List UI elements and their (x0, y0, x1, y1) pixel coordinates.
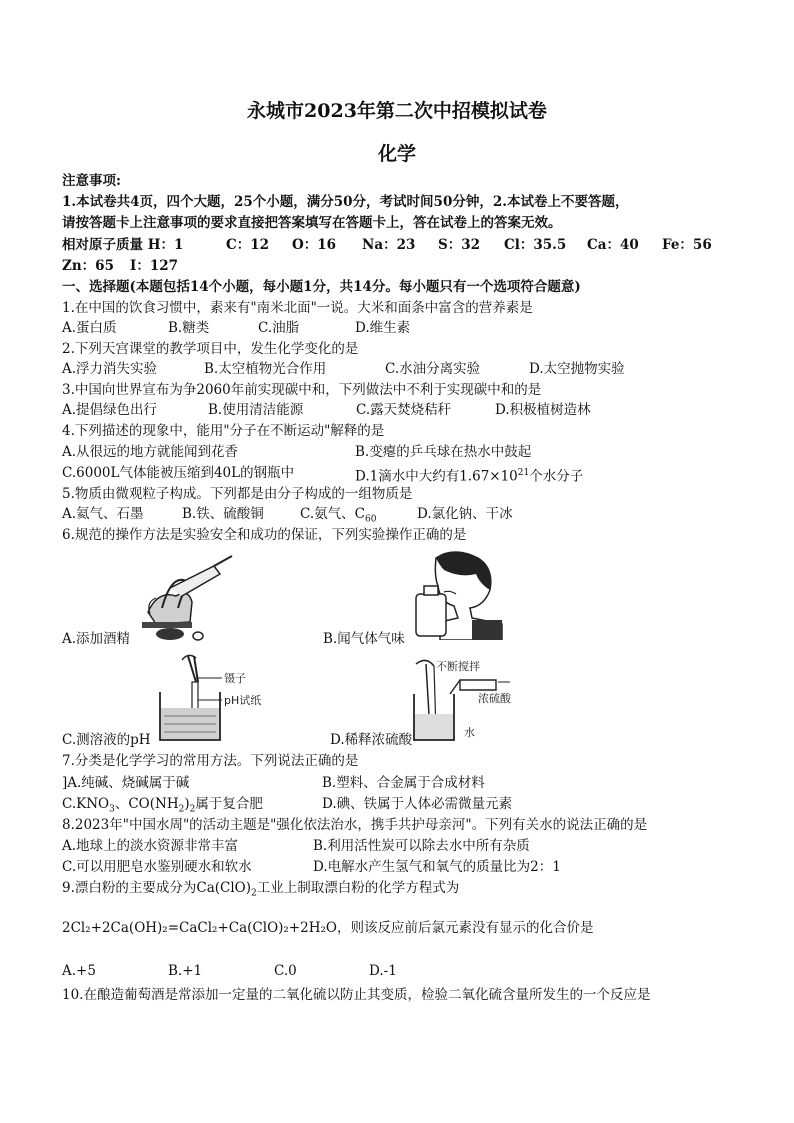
q7-option-c[interactable]: $C.KNO_3$、$CO(NH_2)_2$属于复合肥 (62, 796, 263, 815)
q9-option-a[interactable]: A.+5 (62, 963, 96, 979)
dilute-acid-figure (400, 654, 540, 742)
q4-option-a[interactable]: A.从很远的地方就能闻到花香 (62, 444, 239, 460)
q9-option-d[interactable]: D.-1 (369, 963, 397, 979)
q3-option-c[interactable]: C.露天焚烧秸秆 (356, 402, 452, 418)
water-label: 水 (464, 726, 475, 739)
q7-option-b[interactable]: B.塑料、合金属于合成材料 (322, 775, 485, 791)
q7-option-d[interactable]: D.碘、铁属于人体必需微量元素 (322, 796, 513, 812)
q2-option-d[interactable]: D.太空抛物实验 (529, 361, 625, 377)
q2-option-a[interactable]: A.浮力消失实验 (62, 361, 158, 377)
q2-option-b[interactable]: B.太空植物光合作用 (204, 361, 327, 377)
question-9-stem: 9.漂白粉的主要成分为$Ca(ClO)_2$工业上制取漂白粉的化学方程式为 (62, 880, 460, 899)
equation-formula: 2Cl₂+2Ca(OH)₂=CaCl₂+Ca(ClO)₂+2H₂O (62, 920, 337, 936)
atom-s: S：32 (438, 237, 481, 253)
atom-i: I：127 (130, 258, 178, 274)
exam-title: 永城市2023年第二次中招模拟试卷 (247, 100, 547, 122)
chemical-equation (62, 919, 593, 937)
q7-option-a[interactable]: ]A.纯碱、烧碱属于碱 (62, 775, 190, 791)
atom-zn: Zn：65 (62, 258, 114, 274)
question-3-stem: 3.中国向世界宣布为争2060年前实现碳中和，下列做法中不利于实现碳中和的是 (62, 382, 542, 398)
notes-line-2: 请按答题卡上注意事项的要求直接把答案填写在答题卡上，答在试卷上的答案无效。 (62, 215, 562, 231)
q9-option-b[interactable]: B.+1 (168, 963, 203, 979)
ph-test-figure (150, 652, 270, 744)
q5-option-a[interactable]: A.氦气、石墨 (62, 506, 144, 522)
acid-label: 浓硫酸 (478, 692, 511, 705)
q6-option-d[interactable]: D.稀释浓硫酸 (330, 732, 413, 748)
question-2-stem: 2.下列天宫课堂的教学项目中，发生化学变化的是 (62, 341, 359, 357)
q8-option-b[interactable]: B.利用活性炭可以除去水中所有杂质 (313, 838, 530, 854)
atom-fe: Fe：56 (662, 237, 712, 253)
question-8-stem: 8.2023年"中国水周"的活动主题是"强化依法治水，携手共护母亲河"。下列有关水的说法正确的是 (62, 817, 648, 833)
q5-option-d[interactable]: D.氯化钠、干冰 (417, 506, 513, 522)
question-5-stem: 5.物质由微观粒子构成。下列都是由分子构成的一组物质是 (62, 486, 413, 502)
atomic-mass-line (62, 236, 183, 254)
smell-gas-figure (410, 548, 510, 640)
q3-option-d[interactable]: D.积极植树造林 (495, 402, 591, 418)
subject-title: 化学 (377, 143, 416, 165)
atomic-label: 相对原子质量 H：1 (62, 237, 184, 253)
q1-option-b[interactable]: B.糖类 (168, 320, 210, 336)
q3-option-b[interactable]: B.使用清洁能源 (208, 402, 304, 418)
q2-option-c[interactable]: C.水油分离实验 (385, 361, 481, 377)
atom-cl: Cl：35.5 (504, 237, 567, 253)
question-1-stem: 1.在中国的饮食习惯中，素来有"南米北面"一说。大米和面条中富含的营养素是 (62, 300, 533, 316)
q4-option-b[interactable]: B.变瘪的乒乓球在热水中鼓起 (355, 444, 532, 460)
question-10-stem: 10.在酿造葡萄酒是常添加一定量的二氧化硫以防止其变质，检验二氧化硫含量所发生的一个反应是 (62, 987, 651, 1003)
atom-na: Na：23 (362, 237, 416, 253)
question-7-stem: 7.分类是化学学习的常用方法。下列说法正确的是 (62, 753, 359, 769)
q8-option-d[interactable]: D.电解水产生氢气和氧气的质量比为2：1 (313, 859, 561, 875)
q3-option-a[interactable]: A.提倡绿色出行 (62, 402, 158, 418)
q8-option-a[interactable]: A.地球上的淡水资源非常丰富 (62, 838, 239, 854)
atom-ca: Ca：40 (587, 237, 639, 253)
q1-option-a[interactable]: A.蛋白质 (62, 320, 117, 336)
q1-option-c[interactable]: C.油脂 (258, 320, 300, 336)
atom-o: O：16 (292, 237, 337, 253)
q8-option-c[interactable]: C.可以用肥皂水鉴别硬水和软水 (62, 859, 252, 875)
notes-heading: 注意事项: (62, 173, 121, 189)
notes-line-1: 1.本试卷共4页，四个大题，25个小题，满分50分，考试时间50分钟，2.本试卷上不要答题， (62, 194, 629, 210)
question-6-stem: 6.规范的操作方法是实验安全和成功的保证，下列实验操作正确的是 (62, 527, 467, 543)
q4-option-c[interactable]: C.6000L气体能被压缩到40L的钢瓶中 (62, 465, 295, 481)
tweezers-label: 镊子 (224, 672, 246, 685)
stir-label: 不断搅拌 (436, 660, 480, 673)
q1-option-d[interactable]: D.维生素 (355, 320, 411, 336)
alcohol-lamp-figure (128, 552, 238, 644)
q5-option-c[interactable]: C.氨气、$C_{60}$ (300, 506, 377, 525)
q5-option-b[interactable]: B.铁、硫酸铜 (182, 506, 264, 522)
equation-tail: ，则该反应前后氯元素没有显示的化合价是 (336, 920, 594, 936)
atom-c: C：12 (226, 237, 270, 253)
ph-paper-label: pH试纸 (224, 694, 262, 707)
q6-option-c[interactable]: C.测溶液的pH (62, 732, 151, 748)
q6-option-b[interactable]: B.闻气体气味 (323, 631, 405, 647)
q6-option-a[interactable]: A.添加酒精 (62, 631, 131, 647)
q9-option-c[interactable]: C.0 (274, 963, 297, 979)
section-heading: 一、选择题(本题包括14个小题，每小题1分，共14分。每小题只有一个选项符合题意) (62, 279, 581, 295)
q4-option-d[interactable]: D.1滴水中大约有$1.67\times 10^{21}$个水分子 (355, 468, 584, 485)
question-4-stem: 4.下列描述的现象中，能用"分子在不断运动"解释的是 (62, 423, 385, 439)
